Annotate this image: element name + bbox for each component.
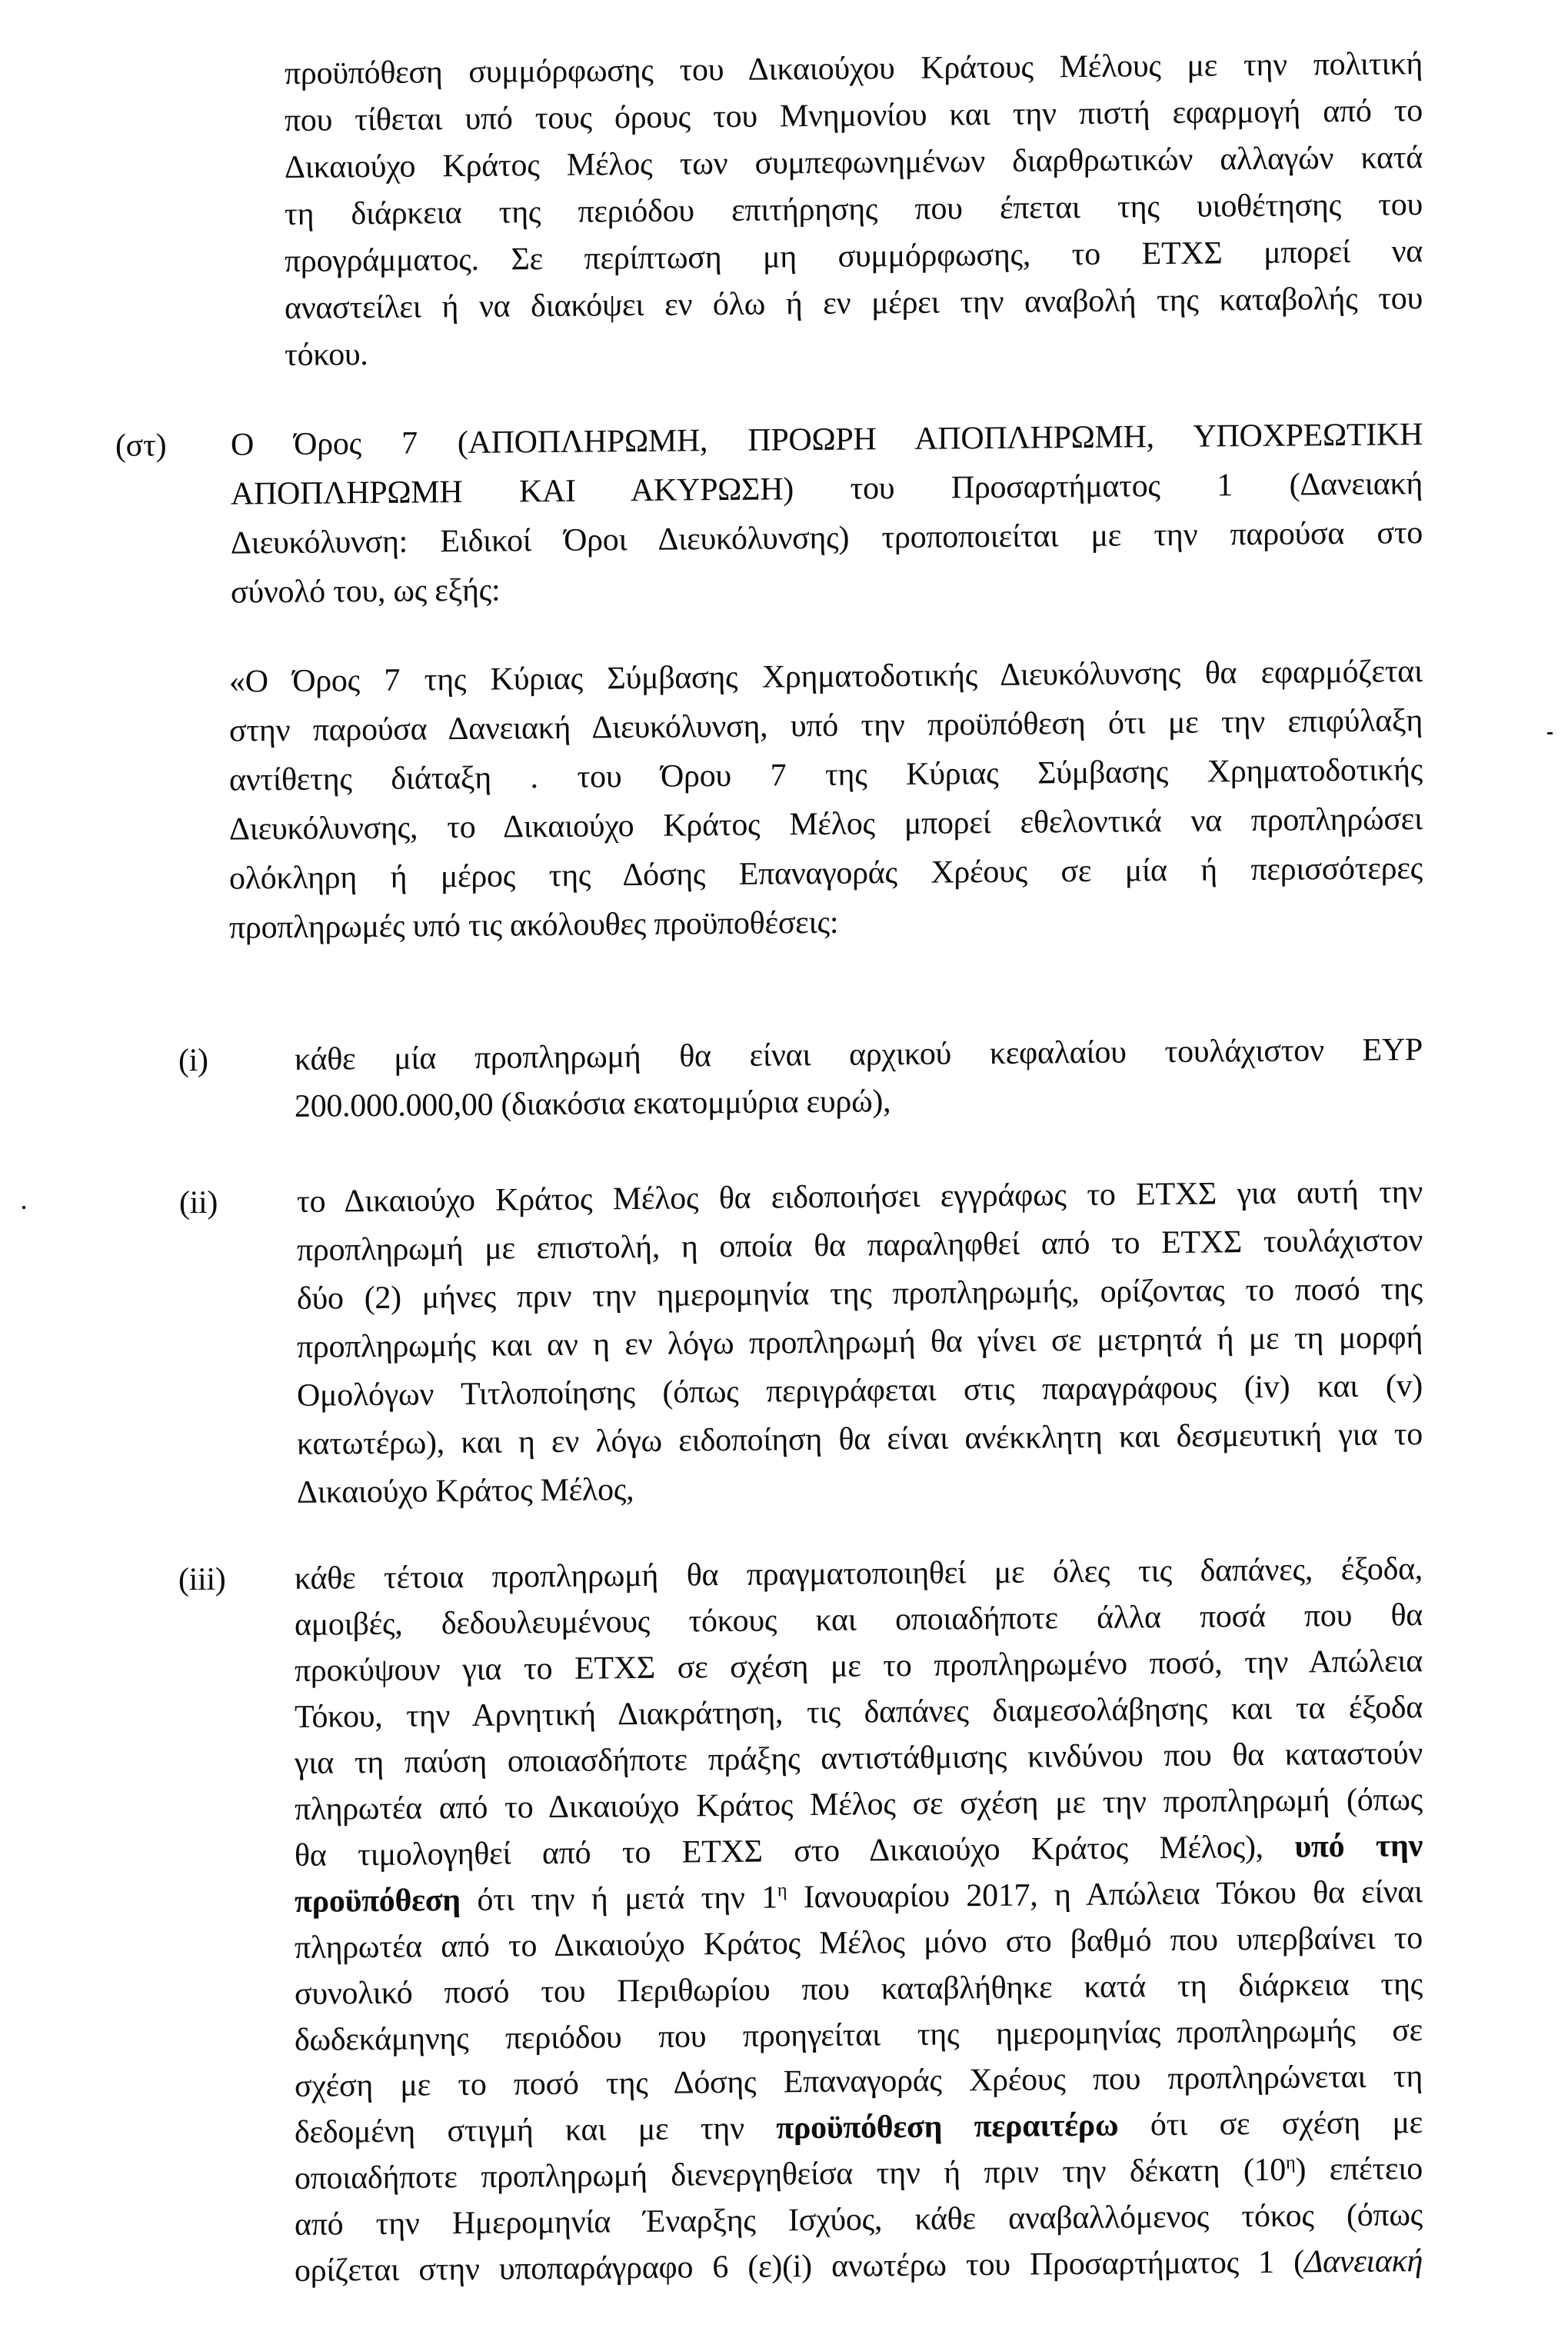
- list-item-label: (ii): [179, 1184, 218, 1221]
- scan-artifact-dash: [1547, 732, 1553, 734]
- text-line: αναστείλει ή να διακόψει εν όλω ή εν μέρει την αναβολή της καταβολής του: [285, 281, 1423, 326]
- text-line: Διευκόλυνσης, το Δικαιούχο Κράτος Μέλος μπορεί εθελοντικά να προπληρώσει: [229, 801, 1423, 848]
- text-line: Τόκου, την Αρνητική Διακράτηση, τις δαπάνες διαμεσολάβησης και τα έξοδα: [295, 1690, 1423, 1735]
- scan-artifact-speck: [22, 1206, 25, 1209]
- text-line: συνολικό ποσό του Περιθωρίου που καταβλήθηκε κατά τη διάρκεια της: [295, 1967, 1423, 2012]
- text-line: αμοιβές, δεδουλευμένους τόκους και οποιαδήποτε άλλα ποσά που θα: [295, 1597, 1423, 1643]
- block-sect-st: [115, 410, 1423, 618]
- paragraph-lines: [285, 41, 1423, 379]
- text-line: τη διάρκεια της περιόδου επιτήρησης που έπεται της υιοθέτησης του: [285, 187, 1423, 232]
- paragraph-lines: [295, 1546, 1423, 2294]
- list-item-label: (i): [178, 1042, 208, 1079]
- block-para1: [285, 41, 1423, 379]
- text-line: οποιαδήποτε προπληρωμή διενεργηθείσα την ή πριν την δέκατη $(10^\eta)$ επέτειο: [295, 2151, 1423, 2196]
- text-line: θα τιμολογηθεί από το ΕΤΧΣ στο Δικαιούχο Κράτος Μέλος), υπό την: [295, 1828, 1423, 1873]
- text-line: το Δικαιούχο Κράτος Μέλος θα ειδοποιήσει εγγράφως το ΕΤΧΣ για αυτή την: [297, 1174, 1423, 1220]
- text-line: ολόκληρη ή μέρος της Δόσης Επαναγοράς Χρέους σε μία ή περισσότερες: [229, 851, 1423, 897]
- text-line: τόκου.: [285, 337, 368, 373]
- text-line: δωδεκάμηνης περιόδου που προηγείται της ημερομηνίας προπληρωμής σε: [295, 2013, 1423, 2058]
- text-line: από την Ημερομηνία Έναρξης Ισχύος, κάθε αναβαλλόμενος τόκος (όπως: [295, 2197, 1423, 2243]
- text-line: προγράμματος. Σε περίπτωση μη συμμόρφωσης, το ΕΤΧΣ μπορεί να: [285, 234, 1423, 279]
- text-line: κατωτέρω), και η εν λόγω ειδοποίηση θα είναι ανέκκλητη και δεσμευτική για το: [297, 1417, 1423, 1462]
- text-line: πληρωτέα από το Δικαιούχο Κράτος Μέλος μόνο στο βαθμό που υπερβαίνει το: [295, 1920, 1423, 1966]
- text-line: που τίθεται υπό τους όρους του Μνημονίου και την πιστή εφαρμογή από το: [285, 93, 1423, 138]
- text-line: σύνολό του, ως εξής:: [231, 572, 501, 611]
- paragraph-lines: [295, 1027, 1423, 1131]
- block-quote: [229, 647, 1423, 953]
- list-item-label: (iii): [178, 1561, 226, 1598]
- text-line: σχέση με το ποσό της Δόσης Επαναγοράς Χρέους που προπληρώνεται τη: [295, 2059, 1423, 2104]
- paragraph-lines: [229, 647, 1423, 953]
- text-line: προπληρωμής και αν η εν λόγω προπληρωμή θα γίνει σε μετρητά ή με τη μορφή: [297, 1320, 1423, 1365]
- block-item-iii: [178, 1546, 1423, 2294]
- text-line: προπληρωμή με επιστολή, η οποία θα παραληφθεί από το ΕΤΧΣ τουλάχιστον: [297, 1223, 1423, 1268]
- text-line: προϋπόθεση ότι την ή μετά την $1^\eta$ Ιανουαρίου 2017, η Απώλεια Τόκου θα είναι: [295, 1874, 1423, 1920]
- text-line: κάθε μία προπληρωμή θα είναι αρχικού κεφαλαίου τουλάχιστον ΕΥΡ: [295, 1032, 1423, 1077]
- list-item-label: (στ): [115, 428, 167, 464]
- text-line: αντίθετης διάταξη . του Όρου 7 της Κύριας Σύμβασης Χρηματοδοτικής: [229, 752, 1423, 798]
- text-line: δεδομένη στιγμή και με την προϋπόθεση περαιτέρω ότι σε σχέση με: [295, 2105, 1423, 2150]
- block-item-i: [178, 1027, 1423, 1131]
- text-line: Δικαιούχο Κράτος Μέλος,: [297, 1472, 634, 1510]
- text-line: Διευκόλυνση: Ειδικοί Όροι Διευκόλυνσης) τροποποιείται με την παρούσα στο: [231, 515, 1423, 561]
- paragraph-lines: [297, 1168, 1423, 1517]
- text-line: Δικαιούχο Κράτος Μέλος των συμπεφωνημένων διαρθρωτικών αλλαγών κατά: [285, 140, 1423, 185]
- text-line: ορίζεται στην υποπαράγραφο 6 (ε)(i) ανωτέρω του Προσαρτήματος 1 (Δανειακή: [295, 2243, 1423, 2289]
- text-line: 200.000.000,00 (διακόσια εκατομμύρια ευρώ),: [295, 1084, 891, 1124]
- text-line: για τη παύση οποιασδήποτε πράξης αντιστάθμισης κινδύνου που θα καταστούν: [295, 1736, 1423, 1781]
- text-line: πληρωτέα από το Δικαιούχο Κράτος Μέλος σε σχέση με την προπληρωμή (όπως: [295, 1782, 1423, 1827]
- text-line: Ο Όρος 7 (ΑΠΟΠΛΗΡΩΜΗ, ΠΡΟΩΡΗ ΑΠΟΠΛΗΡΩΜΗ, ΥΠΟΧΡΕΩΤΙΚΗ: [231, 417, 1423, 463]
- text-line: στην παρούσα Δανειακή Διευκόλυνση, υπό την προϋπόθεση ότι με την επιφύλαξη: [229, 703, 1423, 749]
- text-line: ΑΠΟΠΛΗΡΩΜΗ ΚΑΙ ΑΚΥΡΩΣΗ) του Προσαρτήματος 1 (Δανειακή: [231, 466, 1423, 512]
- text-line: δύο (2) μήνες πριν την ημερομηνία της προπληρωμής, ορίζοντας το ποσό της: [297, 1271, 1423, 1317]
- text-line: κάθε τέτοια προπληρωμή θα πραγματοποιηθεί με όλες τις δαπάνες, έξοδα,: [295, 1551, 1423, 1597]
- text-line: προκύψουν για το ΕΤΧΣ σε σχέση με το προπληρωμένο ποσό, την Απώλεια: [295, 1644, 1423, 1689]
- block-item-ii: [179, 1168, 1423, 1517]
- text-line: προπληρωμές υπό τις ακόλουθες προϋποθέσεις:: [229, 904, 839, 946]
- text-line: προϋπόθεση συμμόρφωσης του Δικαιούχου Κράτους Μέλους με την πολιτική: [285, 46, 1423, 92]
- paragraph-lines: [231, 410, 1423, 618]
- text-line: Ομολόγων Τιτλοποίησης (όπως περιγράφεται στις παραγράφους (iv) και (v): [297, 1368, 1423, 1414]
- text-line: «Ο Όρος 7 της Κύριας Σύμβασης Χρηματοδοτικής Διευκόλυνσης θα εφαρμόζεται: [229, 654, 1423, 700]
